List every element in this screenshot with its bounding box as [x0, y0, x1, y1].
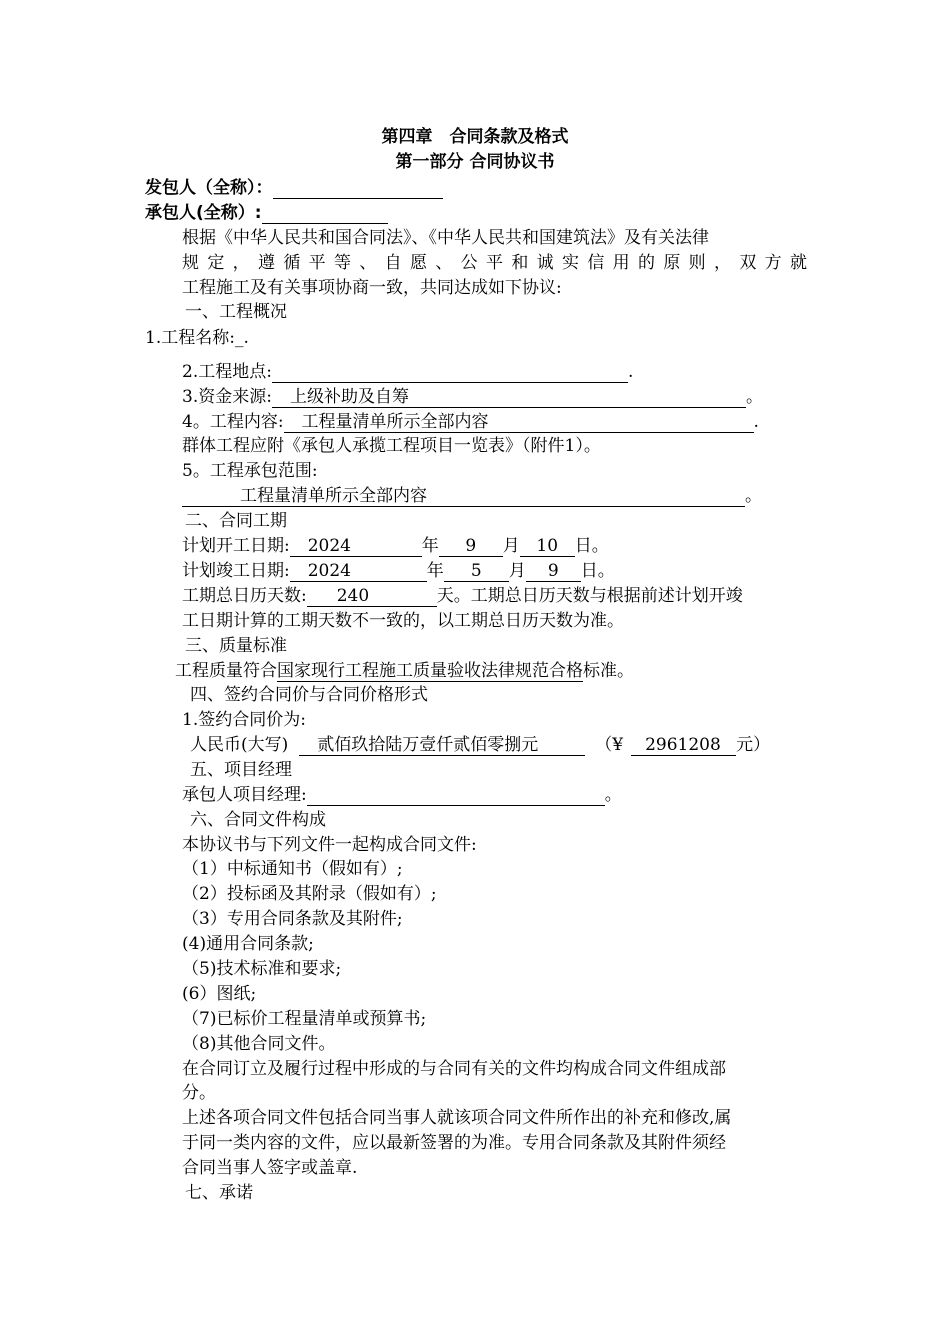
start-month: 9 — [465, 536, 477, 556]
group-project-note: 群体工程应附《承包人承揽工程项目一览表》（附件1）。 — [182, 436, 601, 456]
rmb-upper: 贰佰玖拾陆万壹仟贰佰零捌元 — [317, 735, 539, 755]
fund-field[interactable] — [272, 388, 746, 408]
finish-label: 计划竣工日期: — [182, 561, 290, 581]
documents-para-2-line-3: 合同当事人签字或盖章. — [182, 1158, 358, 1178]
section-5-heading: 五、项目经理 — [190, 760, 292, 780]
year-suffix: 年 — [421, 536, 439, 556]
quality-row — [175, 661, 634, 682]
location-field[interactable] — [272, 363, 628, 383]
finish-month: 5 — [470, 561, 482, 581]
part-title: 第一部分 合同协议书 — [395, 152, 555, 172]
document-item: （8)其他合同文件。 — [182, 1034, 336, 1054]
intro-line-1: 根据《中华人民共和国合同法》、《中华人民共和国建筑法》及有关法律 — [182, 228, 709, 248]
quality-post: 标准。 — [583, 661, 634, 681]
documents-para-2-line-2: 于同一类内容的文件，应以最新签署的为准。专用合同条款及其附件须经 — [182, 1133, 726, 1153]
rmb-number: 2961208 — [645, 735, 721, 755]
content-label: 4。工程内容: — [182, 412, 284, 432]
finish-day: 9 — [547, 561, 559, 581]
documents-para-1-line-1: 在合同订立及履行过程中形成的与合同有关的文件均构成合同文件组成部 — [182, 1059, 726, 1079]
day-suffix: 日。 — [580, 561, 615, 581]
section-3-heading: 三、质量标准 — [185, 636, 287, 656]
scope-value: 工程量清单所示全部内容 — [240, 486, 427, 506]
scope-end: 。 — [745, 486, 762, 506]
start-day: 10 — [536, 536, 559, 556]
employer-row — [145, 178, 443, 199]
yen-open: （¥ — [595, 735, 624, 755]
pm-label: 承包人项目经理: — [182, 785, 307, 805]
fund-label: 3.资金来源: — [182, 387, 272, 407]
duration-row — [182, 586, 743, 607]
days-value: 240 — [336, 586, 370, 606]
content-row — [182, 412, 759, 433]
contractor-label: 承包人(全称）: — [145, 203, 262, 223]
document-item: （5)技术标准和要求; — [182, 959, 342, 979]
document-item: （1）中标通知书（假如有）; — [182, 859, 403, 879]
chapter-title: 第四章 合同条款及格式 — [381, 127, 569, 147]
price-label: 1.签约合同价为: — [182, 710, 306, 730]
documents-intro: 本协议书与下列文件一起构成合同文件: — [182, 835, 477, 855]
document-item: (6）图纸; — [182, 984, 257, 1004]
start-month-field[interactable] — [439, 537, 503, 557]
start-year-field[interactable] — [290, 537, 422, 557]
day-suffix: 日。 — [574, 536, 609, 556]
start-day-field[interactable] — [520, 537, 575, 557]
document-item: (4)通用合同条款; — [182, 934, 314, 954]
intro-line-3: 工程施工及有关事项协商一致，共同达成如下协议: — [182, 278, 562, 298]
pm-field[interactable] — [307, 786, 605, 806]
section-1-heading: 一、工程概况 — [185, 302, 287, 322]
content-field[interactable] — [284, 413, 754, 433]
planned-start-row — [182, 536, 609, 557]
rmb-upper-field[interactable] — [299, 736, 585, 756]
employer-label: 发包人（全称）： — [145, 178, 273, 198]
location-end: . — [627, 362, 634, 382]
days-note: 天。工期总日历天数与根据前述计划开竣 — [436, 586, 743, 606]
month-suffix: 月 — [502, 536, 520, 556]
days-label: 工期总日历天数: — [182, 586, 307, 606]
document-item: （2）投标函及其附录（假如有）; — [182, 884, 437, 904]
project-manager-row — [182, 785, 622, 806]
pm-end: 。 — [604, 785, 622, 805]
contractor-row — [145, 203, 388, 224]
duration-note-2: 工日期计算的工期天数不一致的，以工期总日历天数为准。 — [182, 611, 624, 631]
price-row — [190, 735, 770, 756]
rmb-label: 人民币(大写) — [190, 735, 289, 755]
finish-year: 2024 — [307, 561, 351, 581]
documents-para-1-line-2: 分。 — [182, 1083, 216, 1103]
document-item: （7)已标价工程量清单或预算书; — [182, 1009, 427, 1029]
documents-para-2-line-1: 上述各项合同文件包括合同当事人就该项合同文件所作出的补充和修改,属 — [182, 1108, 732, 1128]
start-year: 2024 — [307, 536, 351, 556]
yuan-close: 元） — [736, 735, 771, 755]
days-field[interactable] — [307, 587, 437, 607]
project-name-line: 1.工程名称:_. — [145, 328, 249, 348]
contractor-name-field[interactable] — [262, 204, 388, 224]
finish-month-field[interactable] — [444, 562, 509, 582]
location-label: 2.工程地点: — [182, 362, 272, 382]
rmb-number-field[interactable] — [631, 736, 736, 756]
project-location-row — [182, 362, 633, 383]
month-suffix: 月 — [508, 561, 526, 581]
section-4-heading: 四、签约合同价与合同价格形式 — [190, 685, 428, 705]
document-item: （3）专用合同条款及其附件; — [182, 909, 403, 929]
scope-field[interactable] — [182, 487, 745, 507]
fund-value: 上级补助及自筹 — [289, 387, 409, 407]
finish-day-field[interactable] — [526, 562, 581, 582]
start-label: 计划开工日期: — [182, 536, 290, 556]
content-end: . — [753, 412, 759, 432]
scope-row — [182, 486, 762, 507]
section-6-heading: 六、合同文件构成 — [190, 810, 326, 830]
section-7-heading: 七、承诺 — [185, 1183, 253, 1203]
scope-label: 5。工程承包范围: — [182, 461, 318, 481]
year-suffix: 年 — [426, 561, 444, 581]
intro-line-2: 规定，遵循平等、自愿、公平和诚实信用的原则，双方就 — [182, 253, 807, 273]
fund-source-row — [182, 387, 763, 408]
planned-finish-row — [182, 561, 615, 582]
employer-name-field[interactable] — [273, 179, 443, 199]
finish-year-field[interactable] — [290, 562, 427, 582]
section-2-heading: 二、合同工期 — [185, 511, 287, 531]
content-value: 工程量清单所示全部内容 — [301, 412, 489, 432]
fund-end: 。 — [745, 387, 763, 407]
quality-value[interactable]: 国家现行工程施工质量验收法律规范合格 — [277, 661, 583, 681]
quality-pre: 工程质量符合 — [175, 661, 277, 681]
